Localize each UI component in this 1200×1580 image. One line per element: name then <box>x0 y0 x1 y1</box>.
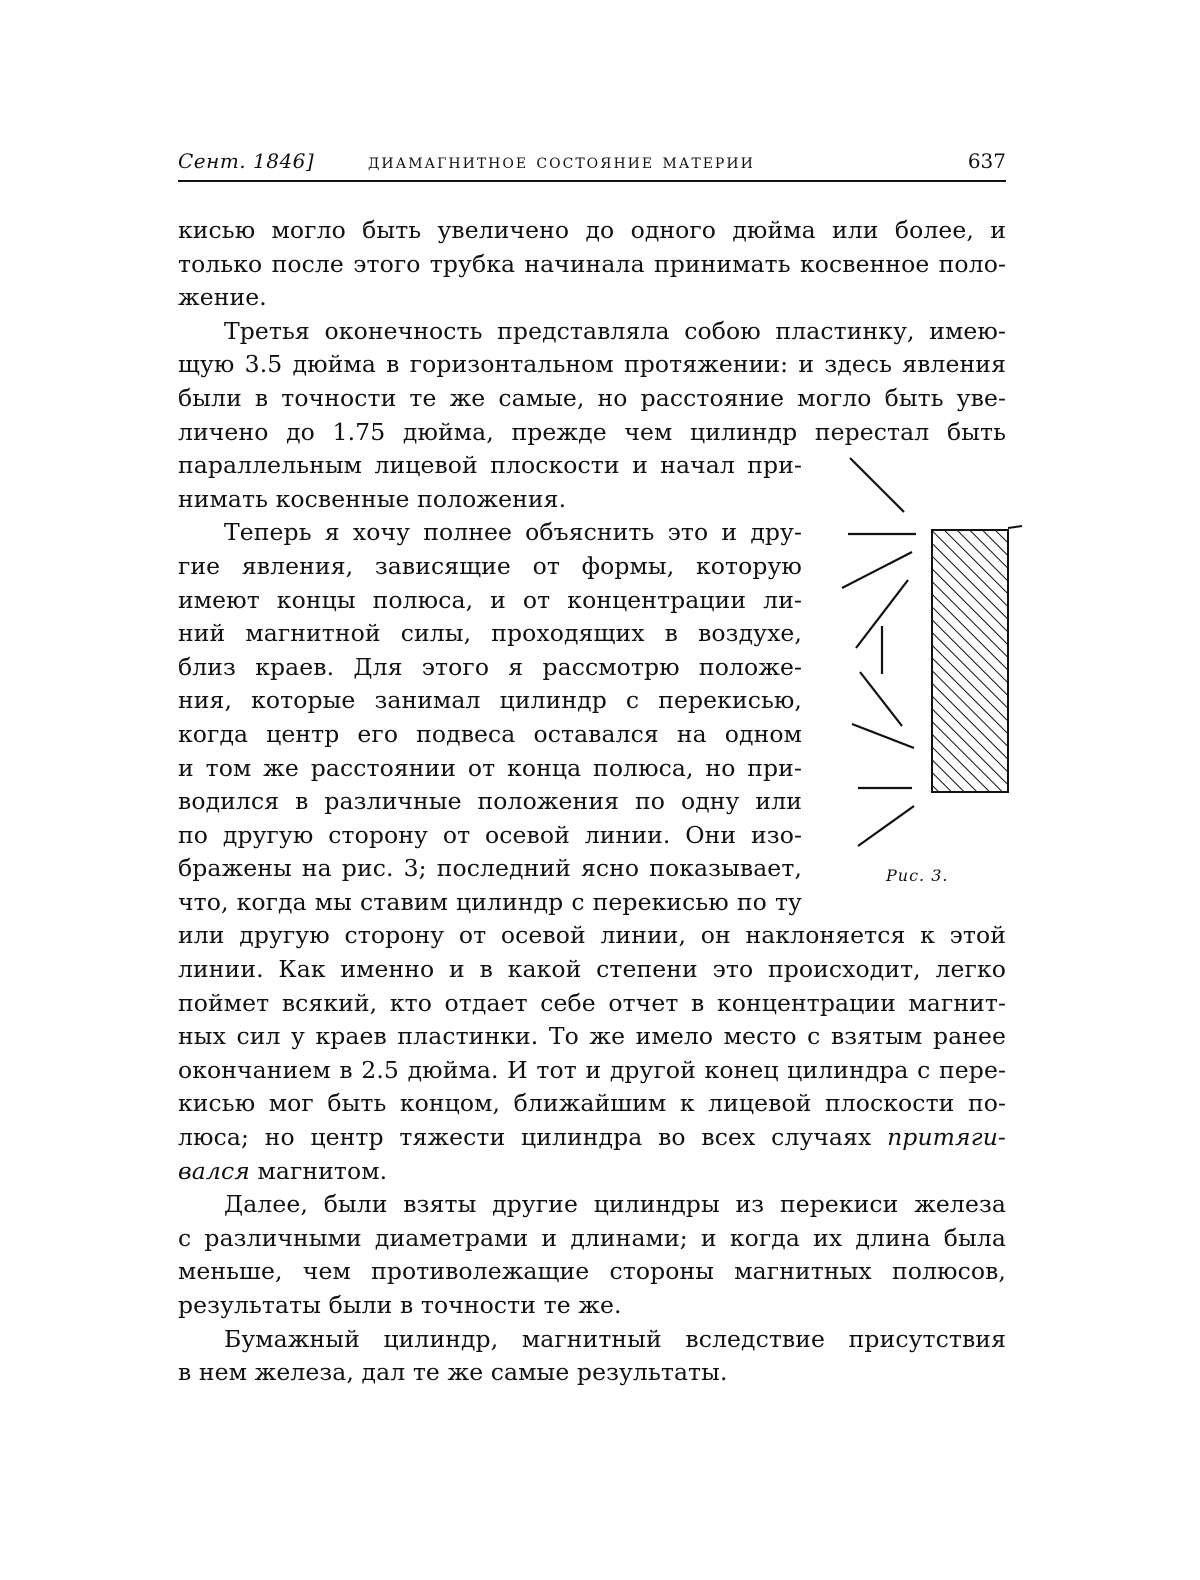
figure-3-diagram <box>836 448 1036 858</box>
text-line: меньше, чем противолежащие стороны магнитных полюсов, <box>178 1255 1006 1289</box>
text-line: и том же расстоянии от конца полюса, но при- <box>178 752 802 786</box>
text-line: ний магнитной силы, проходящих в воздухе, <box>178 617 802 651</box>
italic-run: вался <box>178 1157 250 1185</box>
header-title: диамагнитное состояние материи <box>368 146 755 176</box>
document-page <box>0 0 1200 1580</box>
cylinder-position <box>852 724 914 748</box>
text-line: линии. Как именно и в какой степени это происходит, легко <box>178 953 1006 987</box>
header-rule <box>178 180 1006 182</box>
text-line: ных сил у краев пластинки. То же имело место с взятым ранее <box>178 1020 1006 1054</box>
text-run: люса; но центр тяжести цилиндра во всех случаях <box>178 1123 871 1151</box>
figure-3 <box>836 448 1036 898</box>
text-line: кисью могло быть увеличено до одного дюйма или более, и <box>178 214 1006 248</box>
text-line: Третья оконечность представляла собою пластинку, имею- <box>178 315 1006 349</box>
paragraph-4 <box>178 1188 1006 1322</box>
text-line: Теперь я хочу полнее объяснить это и дру- <box>178 516 802 550</box>
magnet-pole-plate <box>932 530 1008 792</box>
text-line: бражены на рис. 3; последний ясно показывает, <box>178 852 802 886</box>
text-line: щую 3.5 дюйма в горизонтальном протяжении: и здесь явления <box>178 348 1006 382</box>
text-line: гие явления, зависящие от формы, которую <box>178 550 802 584</box>
text-line: когда центр его подвеса оставался на одном <box>178 718 802 752</box>
italic-run: притяги- <box>887 1123 1006 1151</box>
cylinder-position <box>860 672 902 726</box>
text-line: окончанием в 2.5 дюйма. И тот и другой конец цилиндра с пере- <box>178 1054 1006 1088</box>
text-line: личено до 1.75 дюйма, прежде чем цилиндр перестал быть <box>178 416 1006 450</box>
text-line: были в точности те же самые, но расстояние могло быть уве- <box>178 382 1006 416</box>
paragraph-1 <box>178 214 1006 315</box>
running-header <box>178 146 1006 176</box>
text-line: водился в различные положения по одну или <box>178 785 802 819</box>
pole-edge-mark <box>1008 526 1022 528</box>
text-line: кисью мог быть концом, ближайшим к лицевой плоскости по- <box>178 1087 1006 1121</box>
text-line <box>178 1121 1006 1155</box>
text-line: с различными диаметрами и длинами; и когда их длина была <box>178 1222 1006 1256</box>
text-line: или другую сторону от осевой линии, он наклоняется к этой <box>178 919 1006 953</box>
text-run: магнитом. <box>257 1157 387 1185</box>
text-line: результаты были в точности те же. <box>178 1289 1006 1323</box>
text-line: поймет всякий, кто отдает себе отчет в концентрации магнит- <box>178 987 1006 1021</box>
text-line: что, когда мы ставим цилиндр с перекисью по ту <box>178 886 802 920</box>
cylinder-position <box>858 806 914 846</box>
text-line: параллельным лицевой плоскости и начал при- <box>178 449 802 483</box>
text-line: только после этого трубка начинала принимать косвенное поло- <box>178 248 1006 282</box>
header-date: Сент. 1846] <box>178 146 314 176</box>
cylinder-position <box>850 458 904 512</box>
text-line: в нем железа, дал те же самые результаты. <box>178 1356 1006 1390</box>
text-line: Бумажный цилиндр, магнитный вследствие присутствия <box>178 1323 1006 1357</box>
page-number: 637 <box>968 146 1006 176</box>
text-line: ния, которые занимал цилиндр с перекисью, <box>178 684 802 718</box>
text-line: Далее, были взяты другие цилиндры из перекиси железа <box>178 1188 1006 1222</box>
cylinder-position <box>842 552 912 588</box>
figure-caption: Рис. 3. <box>886 866 948 885</box>
paragraph-5 <box>178 1323 1006 1390</box>
text-line: близ краев. Для этого я рассмотрю положе- <box>178 651 802 685</box>
text-line: жение. <box>178 281 1006 315</box>
text-line <box>178 1155 1006 1189</box>
text-line: по другую сторону от осевой линии. Они изо- <box>178 819 802 853</box>
text-line: нимать косвенные положения. <box>178 483 1006 517</box>
text-line: имеют концы полюса, и от концентрации ли- <box>178 584 802 618</box>
